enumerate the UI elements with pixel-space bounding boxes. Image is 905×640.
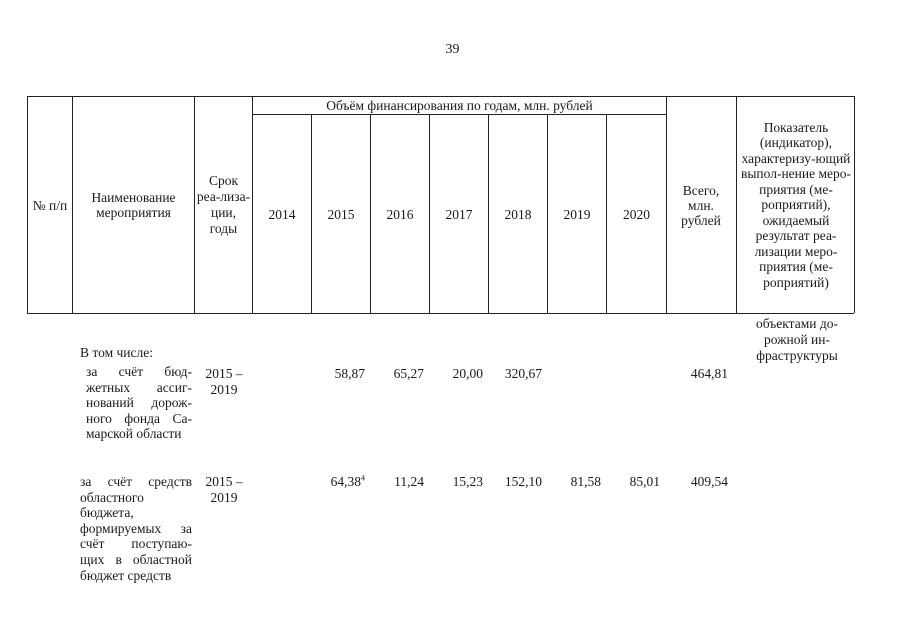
footnote-mark: 4 bbox=[361, 473, 365, 483]
header-year-2020: 2020 bbox=[623, 206, 650, 222]
header-year-2018: 2018 bbox=[504, 206, 532, 222]
row-value-2016: 11,24 bbox=[394, 474, 424, 489]
row-value-2015: 58,87 bbox=[334, 366, 365, 381]
header-year-2015: 2015 bbox=[327, 206, 355, 222]
header-col-term: Срок реа-лиза-ции, годы bbox=[196, 173, 251, 236]
row-total: 464,81 bbox=[690, 366, 728, 381]
header-year-2016: 2016 bbox=[386, 206, 414, 222]
row-value-2018: 152,10 bbox=[504, 474, 542, 489]
indicator-continuation: объектами до-рожной ин-фраструктуры bbox=[756, 316, 838, 363]
header-funding-group: Объём финансирования по годам, млн. рублей bbox=[326, 97, 593, 113]
section-label: В том числе: bbox=[80, 345, 153, 360]
row-value-2017: 15,23 bbox=[452, 474, 483, 489]
row-value-2016: 65,27 bbox=[393, 366, 424, 381]
row-value-2019: 81,58 bbox=[570, 474, 601, 489]
row-value-2020: 85,01 bbox=[629, 474, 660, 489]
row-value-2015: 64,38$^4$ bbox=[330, 473, 365, 489]
row-value-2018: 320,67 bbox=[504, 366, 542, 381]
row-name: за счёт бюд-жетных ассиг-нований дорож-ного фонда Са-марской области bbox=[86, 364, 192, 442]
header-col-total: Всего, млн. рублей bbox=[681, 182, 721, 228]
row-name: за счёт средств областного бюджета, формируемых за счёт поступаю-щих в областной бюджет средств bbox=[80, 474, 192, 583]
header-col-no: № п/п bbox=[32, 197, 68, 213]
row-term: 2015 – 2019 bbox=[205, 474, 243, 505]
header-year-2019: 2019 bbox=[563, 206, 591, 222]
row-value-2017: 20,00 bbox=[452, 366, 483, 381]
header-col-indicator: Показатель (индикатор), характеризу-ющий выпол-нение меро-приятия (ме-роприятий), ожидаемый результат реа-лизации меро-приятия (ме-роприятий) bbox=[740, 119, 852, 290]
header-year-2017: 2017 bbox=[445, 206, 473, 222]
page-number: 39 bbox=[445, 42, 460, 57]
header-year-2014: 2014 bbox=[268, 206, 296, 222]
header-col-name: Наименование мероприятия bbox=[91, 190, 176, 220]
row-total: 409,54 bbox=[690, 474, 728, 489]
row-term: 2015 – 2019 bbox=[205, 366, 243, 397]
